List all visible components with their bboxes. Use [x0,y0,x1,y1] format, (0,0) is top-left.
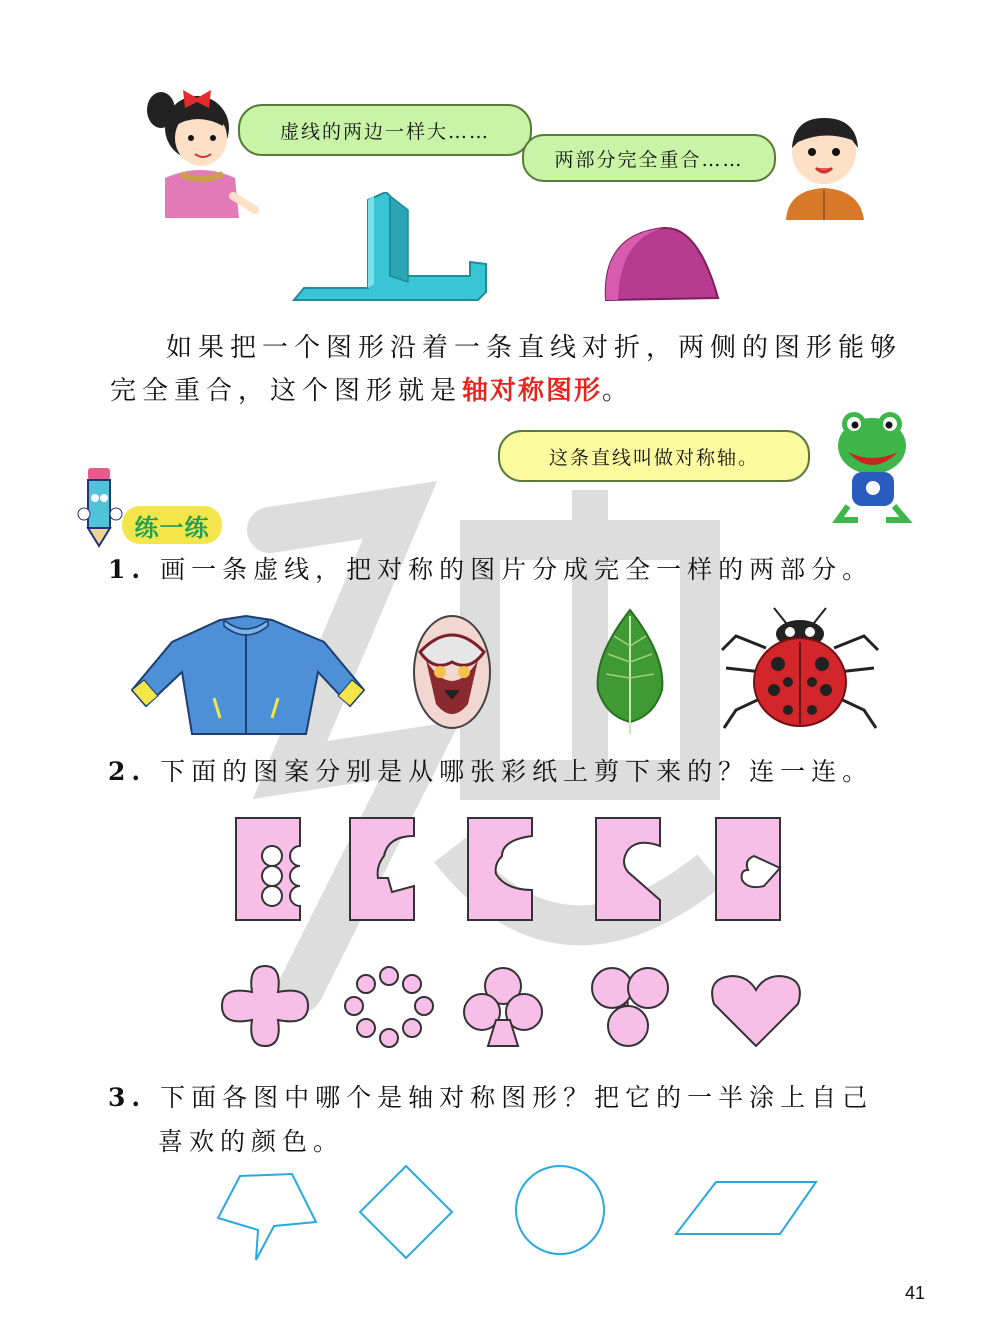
question-3 [108,1076,873,1164]
definition-line-1: 如果把一个图形沿着一条直线对折，两侧的图形能够 [166,333,903,363]
axis-symmetry-term: 轴对称图形 [462,376,603,406]
jacket-picture[interactable] [128,612,368,736]
definition-paragraph [110,327,930,413]
monkey-mask-picture[interactable] [410,612,494,732]
definition-line-2 [110,370,930,413]
cut-shape-trefoil[interactable] [582,964,674,1050]
definition-line-2-suffix: 。 [602,376,635,406]
boy-speech-text: 两部分完全重合…… [554,148,744,171]
boy-speech-bubble [522,134,776,182]
girl-illustration [135,78,260,218]
circle-shape[interactable] [512,1162,608,1258]
parallelogram-shape[interactable] [672,1178,822,1238]
cut-shape-ring[interactable] [342,966,436,1048]
cut-shape-club[interactable] [460,964,546,1050]
question-2 [108,750,873,794]
paper-4[interactable] [594,816,664,922]
irregular-polygon-shape[interactable] [214,1166,320,1262]
boy-illustration [778,112,868,220]
girl-speech-text: 虚线的两边一样大…… [279,120,490,143]
paper-1[interactable] [234,816,304,922]
cut-shape-heart[interactable] [708,970,804,1050]
square-diamond-shape[interactable] [356,1164,456,1260]
folded-magenta-shape [598,224,724,304]
question-3-text-line-2: 喜欢的颜色。 [158,1127,345,1156]
page-number: 41 [905,1283,926,1303]
paper-3[interactable] [466,816,536,922]
question-1 [108,548,873,592]
girl-speech-bubble [238,104,532,156]
question-2-text: 下面的图案分别是从哪张彩纸上剪下来的？连一连。 [160,757,874,786]
question-3-line-1 [108,1076,873,1120]
question-3-number: 3. [108,1083,147,1112]
question-2-number: 2. [108,757,147,786]
ladybug-picture[interactable] [716,606,884,732]
frog-illustration [828,408,918,526]
question-1-text: 画一条虚线，把对称的图片分成完全一样的两部分。 [160,555,874,584]
paper-2[interactable] [348,816,418,922]
pencil-mascot-icon [76,462,128,548]
question-3-text-line-1: 下面各图中哪个是轴对称图形？把它的一半涂上自己 [160,1083,874,1112]
folded-cyan-shape [290,192,490,304]
practice-label: 练一练 [122,506,222,544]
question-1-number: 1. [108,555,147,584]
paper-5[interactable] [714,816,784,922]
frog-speech-bubble [498,430,810,482]
frog-speech-text: 这条直线叫做对称轴。 [548,446,759,469]
cut-shape-cross[interactable] [218,962,312,1050]
leaf-picture[interactable] [590,606,670,736]
definition-line-2-prefix: 完全重合，这个图形就是 [110,376,463,406]
